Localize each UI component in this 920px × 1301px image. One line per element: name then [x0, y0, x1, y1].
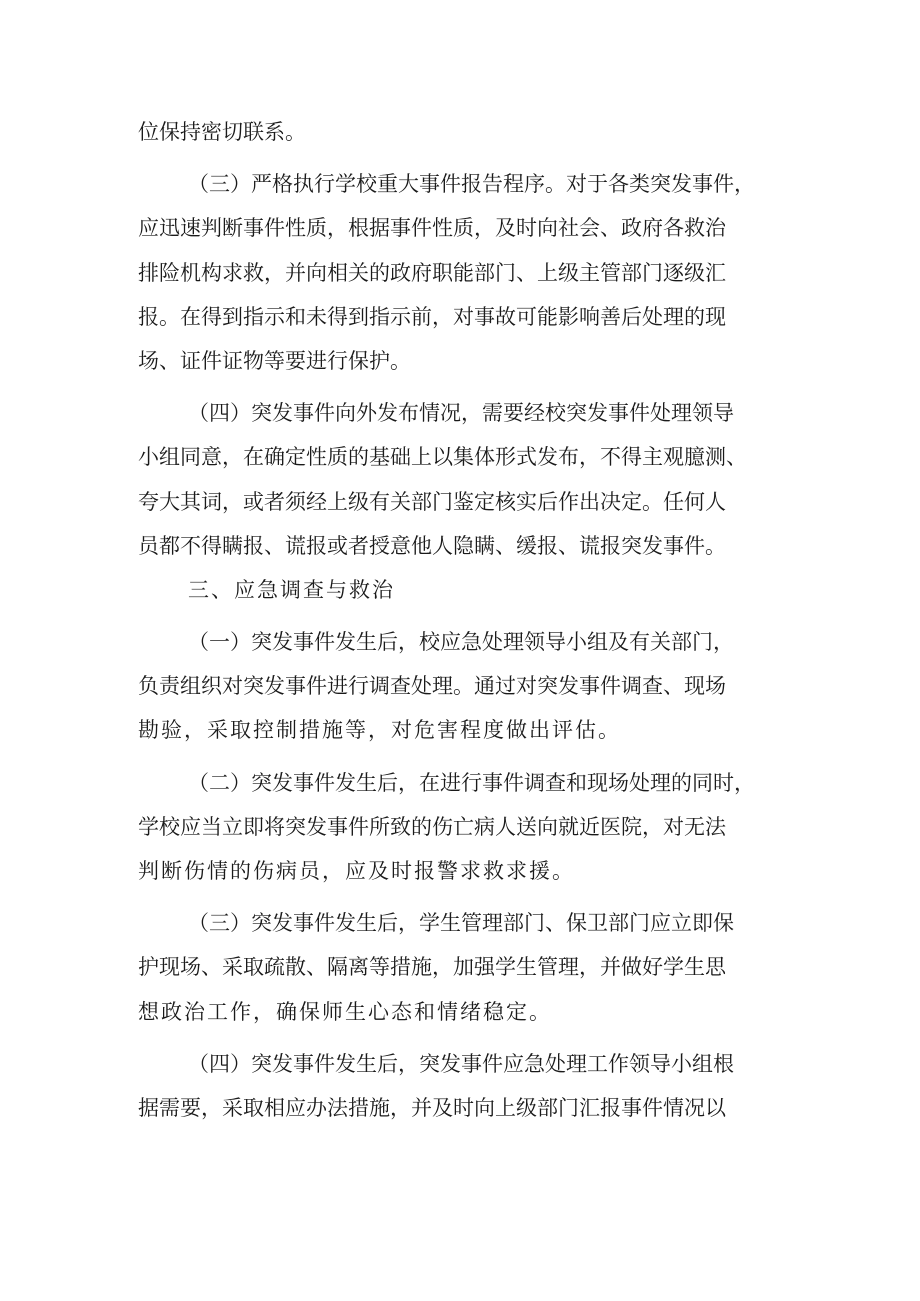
text-line: 报。在得到指示和未得到指示前，对事故可能影响善后处理的现	[138, 304, 726, 329]
paragraph-first-line: （二）突发事件发生后，在进行事件调查和现场处理的同时，	[188, 770, 755, 795]
paragraph-first-line: （一）突发事件发生后，校应急处理领导小组及有关部门，	[188, 630, 734, 655]
text-line: 场、证件证物等要进行保护。	[138, 348, 411, 373]
paragraph-first-line: （三）严格执行学校重大事件报告程序。对于各类突发事件，	[188, 172, 755, 197]
text-line: 勘验，采取控制措施等，对危害程度做出评估。	[138, 718, 621, 743]
text-line: 排险机构求救，并向相关的政府职能部门、上级主管部门逐级汇	[138, 260, 726, 285]
text-line: 员都不得瞒报、谎报或者授意他人隐瞒、缓报、谎报突发事件。	[138, 533, 726, 558]
text-line: 想政治工作，确保师生心态和情绪稳定。	[138, 999, 552, 1024]
paragraph-first-line: （三）突发事件发生后，学生管理部门、保卫部门应立即保	[188, 911, 734, 936]
paragraph-first-line: （四）突发事件向外发布情况，需要经校突发事件处理领导	[188, 401, 734, 426]
text-line: 负责组织对突发事件进行调查处理。通过对突发事件调查、现场	[138, 674, 726, 699]
text-line: 位保持密切联系。	[138, 120, 306, 144]
text-line: 护现场、采取疏散、隔离等措施，加强学生管理，并做好学生思	[138, 955, 726, 980]
paragraph-first-line: （四）突发事件发生后，突发事件应急处理工作领导小组根	[188, 1051, 734, 1076]
text-line: 应迅速判断事件性质，根据事件性质，及时向社会、政府各救治	[138, 216, 726, 241]
document-body	[138, 110, 798, 1130]
text-line: 学校应当立即将突发事件所致的伤亡病人送向就近医院，对无法	[138, 814, 726, 839]
text-line: 据需要，采取相应办法措施，并及时向上级部门汇报事件情况以	[138, 1095, 726, 1120]
text-line: 判断伤情的伤病员，应及时报警求救求援。	[138, 859, 575, 883]
section-heading: 三、应急调查与救治	[188, 577, 395, 602]
text-line: 小组同意，在确定性质的基础上以集体形式发布，不得主观臆测、	[138, 445, 747, 470]
text-line: 夸大其词，或者须经上级有关部门鉴定核实后作出决定。任何人	[138, 489, 726, 514]
